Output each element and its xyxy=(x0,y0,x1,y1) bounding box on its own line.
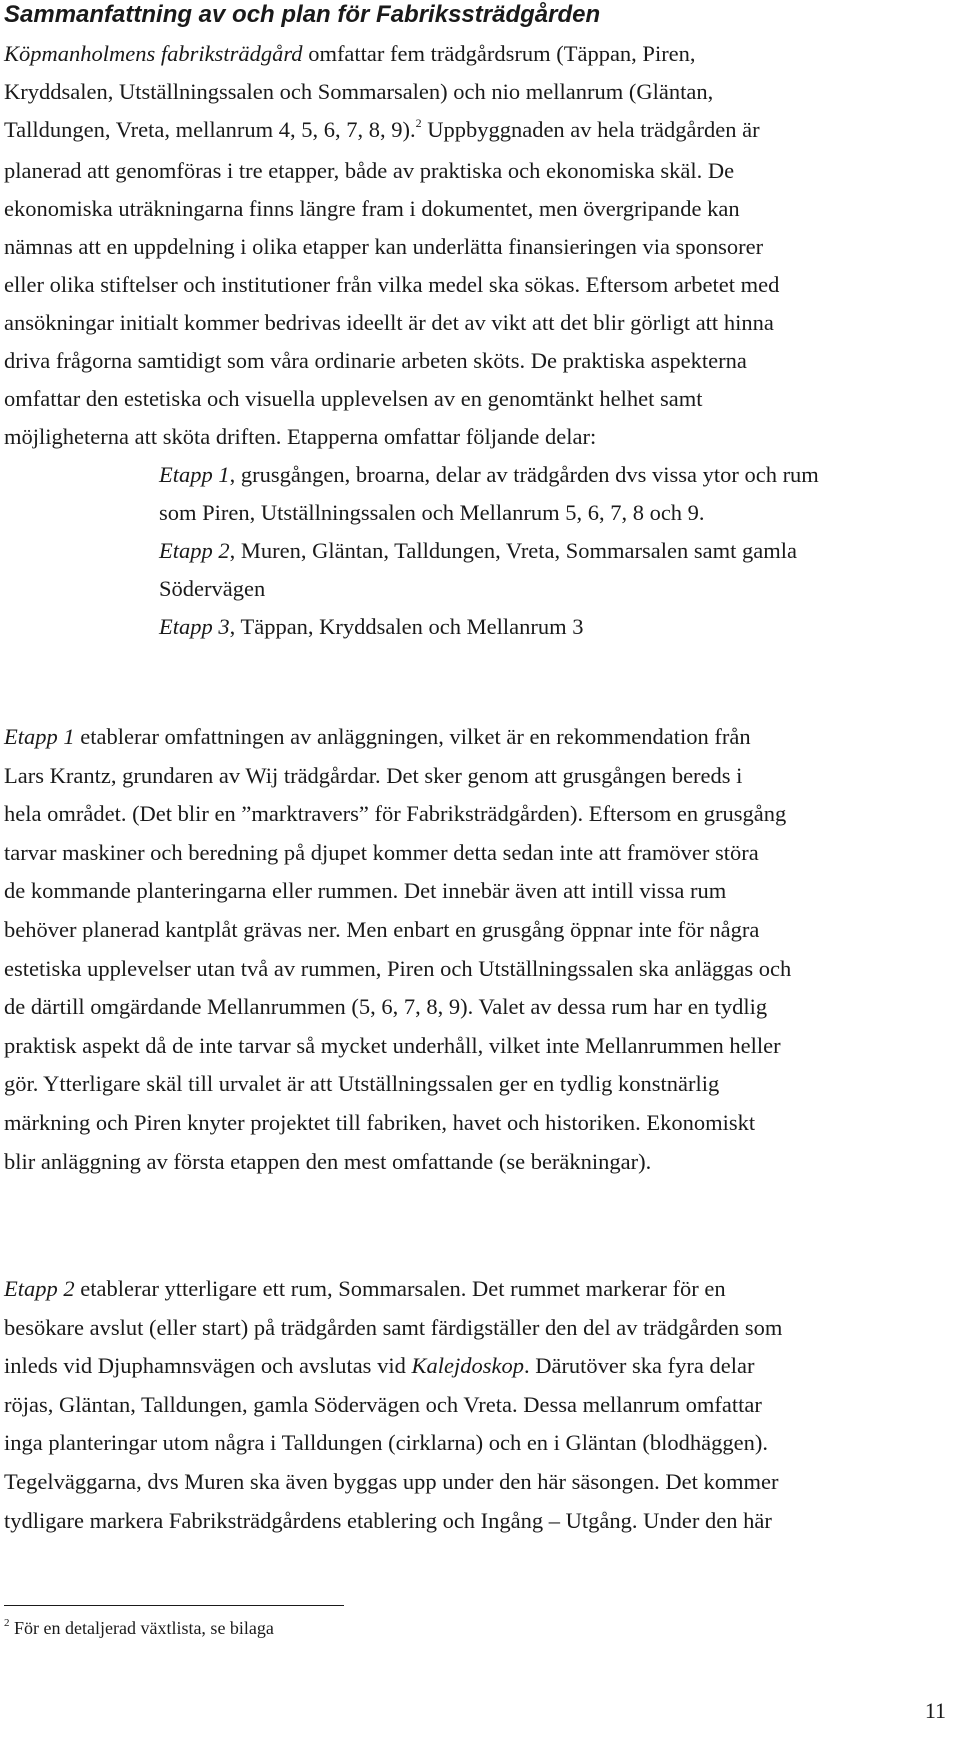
text-line: gör. Ytterligare skäl till urvalet är att Utställningssalen ger en tydlig konstnärlig xyxy=(4,1071,720,1097)
text-line: Köpmanholmens fabriksträdgård omfattar fem trädgårdsrum (Täppan, Piren, xyxy=(4,41,696,66)
footnote-reference[interactable]: 2 xyxy=(415,116,422,130)
text-line: tarvar maskiner och beredning på djupet kommer detta sedan inte att framöver störa xyxy=(4,839,759,865)
italic-term: Kalejdoskop xyxy=(411,1353,524,1379)
text-line: planerad att genomföras i tre etapper, både av praktiska och ekonomiska skäl. De xyxy=(4,158,735,183)
stage-label: Etapp 3 xyxy=(159,614,230,639)
text-line: de kommande planteringarna eller rummen. Det innebär även att intill vissa rum xyxy=(4,878,727,904)
stage-2-item: Etapp 2, Muren, Gläntan, Talldungen, Vreta, Sommarsalen samt gamla xyxy=(159,538,797,563)
text-line: ekonomiska uträkningarna finns längre fram i dokumentet, men övergripande kan xyxy=(4,196,740,221)
text-line: märkning och Piren knyter projektet till fabriken, havet och historiken. Ekonomiskt xyxy=(4,1109,756,1135)
text-line: Kryddsalen, Utställningssalen och Sommarsalen) och nio mellanrum (Gläntan, xyxy=(4,79,714,104)
text-line: praktisk aspekt då de inte tarvar så mycket underhåll, vilket inte Mellanrummen heller xyxy=(4,1032,781,1058)
text-line: eller olika stiftelser och institutioner från vilka medel ska sökas. Eftersom arbetet med xyxy=(4,272,780,297)
text-line: inga planteringar utom några i Talldungen (cirklarna) och en i Gläntan (blodhäggen). xyxy=(4,1430,768,1456)
text-line: besökare avslut (eller start) på trädgården samt färdigställer den del av trädgården som xyxy=(4,1314,783,1340)
text-line: Lars Krantz, grundaren av Wij trädgårdar. Det sker genom att grusgången bereds i xyxy=(4,762,743,788)
footnote-mark: 2 xyxy=(4,1617,10,1629)
text-line: de därtill omgärdande Mellanrummen (5, 6, 7, 8, 9). Valet av dessa rum har en tydlig xyxy=(4,994,768,1020)
text-line: röjas, Gläntan, Talldungen, gamla Södervägen och Vreta. Dessa mellanrum omfattar xyxy=(4,1391,762,1417)
text-line: Talldungen, Vreta, mellanrum 4, 5, 6, 7, 8, 9).$^2$ Uppbyggnaden av hela trädgården är xyxy=(4,116,760,142)
text-line: behöver planerad kantplåt grävas ner. Men enbart en grusgång öppnar inte för några xyxy=(4,916,760,942)
footnote-text: För en detaljerad växtlista, se bilaga xyxy=(9,1618,274,1638)
paragraph-stage-1 xyxy=(4,718,952,1181)
text-line: tydligare markera Fabriksträdgårdens etablering och Ingång – Utgång. Under den här xyxy=(4,1507,772,1533)
stage-label: Etapp 1 xyxy=(4,724,75,749)
text-line: driva frågorna samtidigt som våra ordinarie arbeten sköts. De praktiska aspekterna xyxy=(4,348,747,373)
italic-term: Köpmanholmens fabriksträdgård xyxy=(4,41,303,66)
stage-1-item: Etapp 1, grusgången, broarna, delar av trädgården dvs vissa ytor och rum xyxy=(159,462,819,487)
footnote xyxy=(4,1618,274,1639)
page-number: 11 xyxy=(924,1698,946,1723)
text-line: Etapp 1 etablerar omfattningen av anläggningen, vilket är en rekommendation från xyxy=(4,724,751,749)
text-line: inleds vid Djuphamnsvägen och avslutas vid Kalejdoskop. Därutöver ska fyra delar xyxy=(4,1353,755,1379)
stage-3-item: Etapp 3, Täppan, Kryddsalen och Mellanrum 3 xyxy=(159,614,584,639)
paragraph-stage-2 xyxy=(4,1270,952,1540)
stage-label: Etapp 2 xyxy=(159,538,230,563)
text-line: blir anläggning av första etappen den mest omfattande (se beräkningar). xyxy=(4,1148,652,1174)
footnote-divider xyxy=(4,1605,344,1606)
page-heading: Sammanfattning av och plan för Fabrikssträdgården xyxy=(4,1,601,28)
text-line: hela området. (Det blir en ”marktravers” för Fabriksträdgården). Eftersom en grusgång xyxy=(4,801,787,827)
text-line: Södervägen xyxy=(159,576,266,601)
text-line: nämnas att en uppdelning i olika etapper kan underlätta finansieringen via sponsorer xyxy=(4,234,764,259)
text-line: Tegelväggarna, dvs Muren ska även byggas upp under den här säsongen. Det kommer xyxy=(4,1468,779,1494)
text-line: omfattar den estetiska och visuella upplevelsen av en genomtänkt helhet samt xyxy=(4,386,703,411)
paragraph-summary xyxy=(4,35,952,646)
text-line: Etapp 2 etablerar ytterligare ett rum, Sommarsalen. Det rummet markerar för en xyxy=(4,1276,726,1301)
text-line: möjligheterna att sköta driften. Etapperna omfattar följande delar: xyxy=(4,424,597,449)
text-line: estetiska upplevelser utan två av rummen, Piren och Utställningssalen ska anläggas och xyxy=(4,955,792,981)
text-line: som Piren, Utställningssalen och Mellanrum 5, 6, 7, 8 och 9. xyxy=(159,500,705,525)
stage-label: Etapp 2 xyxy=(4,1276,75,1301)
stage-label: Etapp 1 xyxy=(159,462,230,487)
text-line: ansökningar initialt kommer bedrivas ideellt är det av vikt att det blir görligt att hinna xyxy=(4,310,774,335)
